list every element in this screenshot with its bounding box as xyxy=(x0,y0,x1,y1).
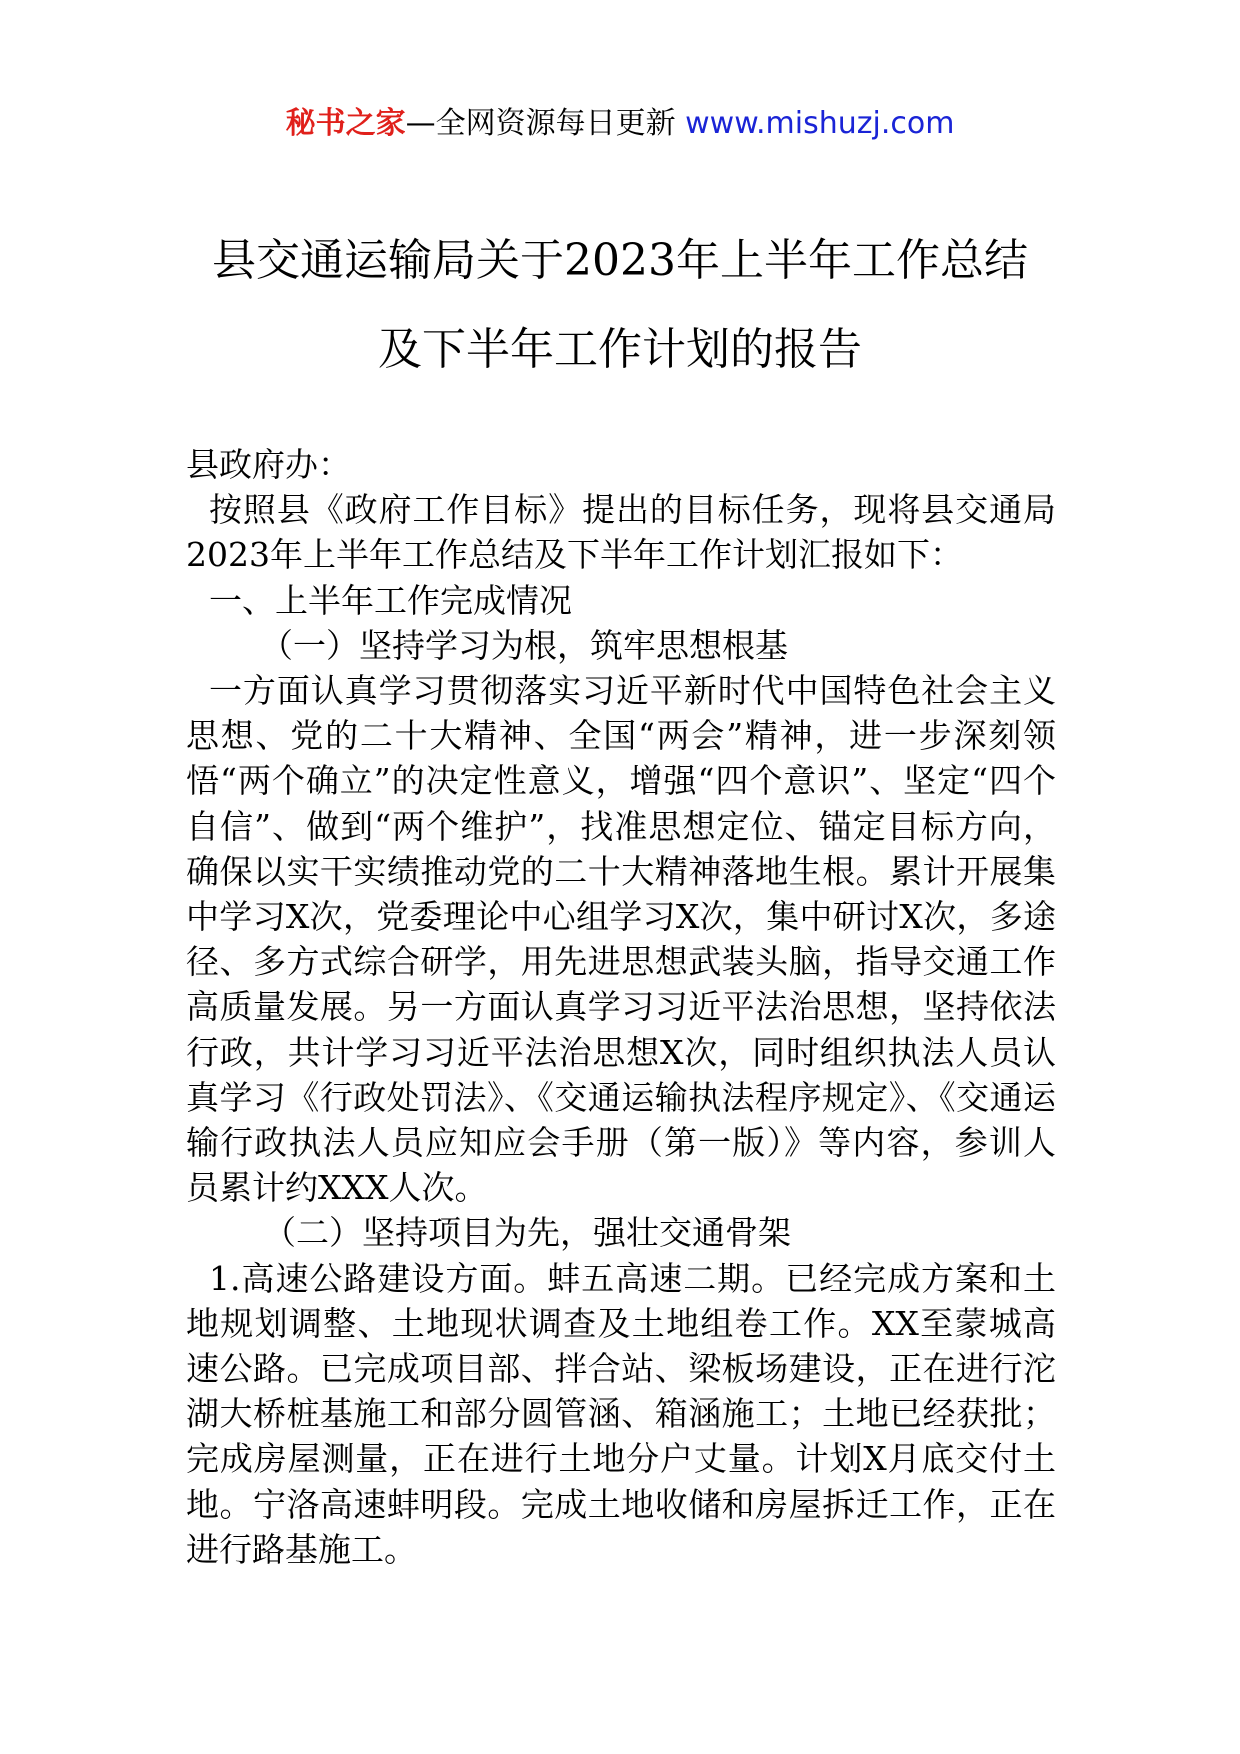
document-body xyxy=(186,442,1056,1572)
subsection-paragraph-1: 一方面认真学习贯彻落实习近平新时代中国特色社会主义思想、党的二十大精神、全国“两会”精神，进一步深刻领悟“两个确立”的决定性意义，增强“四个意识”、坚定“四个自信”、做到“两个维护”，找准思想定位、锚定目标方向，确保以实干实绩推动党的二十大精神落地生根。累计开展集中学习X次，党委理论中心组学习X次，集中研讨X次，多途径、多方式综合研学，用先进思想武装头脑，指导交通工作高质量发展。另一方面认真学习习近平法治思想，坚持依法行政，共计学习习近平法治思想X次，同时组织执法人员认真学习《行政处罚法》、《交通运输执法程序规定》、《交通运输行政执法人员应知应会手册（第一版）》等内容，参训人员累计约XXX人次。 xyxy=(186,671,1056,1208)
subsection-paragraph-2: 1.高速公路建设方面。蚌五高速二期。已经完成方案和土地规划调整、土地现状调查及土地组卷工作。XX至蒙城高速公路。已完成项目部、拌合站、梁板场建设，正在进行沱湖大桥桩基施工和部分圆管涵、箱涵施工；土地已经获批；完成房屋测量，正在进行土地分户丈量。计划X月底交付土地。宁洛高速蚌明段。完成土地收储和房屋拆迁工作，正在进行路基施工。 xyxy=(186,1258,1056,1569)
salutation: 县政府办： xyxy=(186,445,351,484)
banner-brand: 秘书之家 xyxy=(285,106,406,141)
site-banner xyxy=(0,102,1240,146)
subsection-heading-2: （二）坚持项目为先，强壮交通骨架 xyxy=(263,1213,791,1253)
banner-tagline: —全网资源每日更新 xyxy=(405,106,676,141)
subsection-heading-1: （一）坚持学习为根，筑牢思想根基 xyxy=(260,625,788,665)
intro-paragraph: 按照县《政府工作目标》提出的目标任务，现将县交通局2023年上半年工作总结及下半年工作计划汇报如下： xyxy=(186,490,1056,575)
document-title-line-2: 及下半年工作计划的报告 xyxy=(378,324,862,375)
banner-url-link[interactable]: www.mishuzj.com xyxy=(685,106,955,141)
document-title-line-1: 县交通运输局关于2023年上半年工作总结 xyxy=(212,235,1028,286)
section-heading-1: 一、上半年工作完成情况 xyxy=(209,580,572,620)
